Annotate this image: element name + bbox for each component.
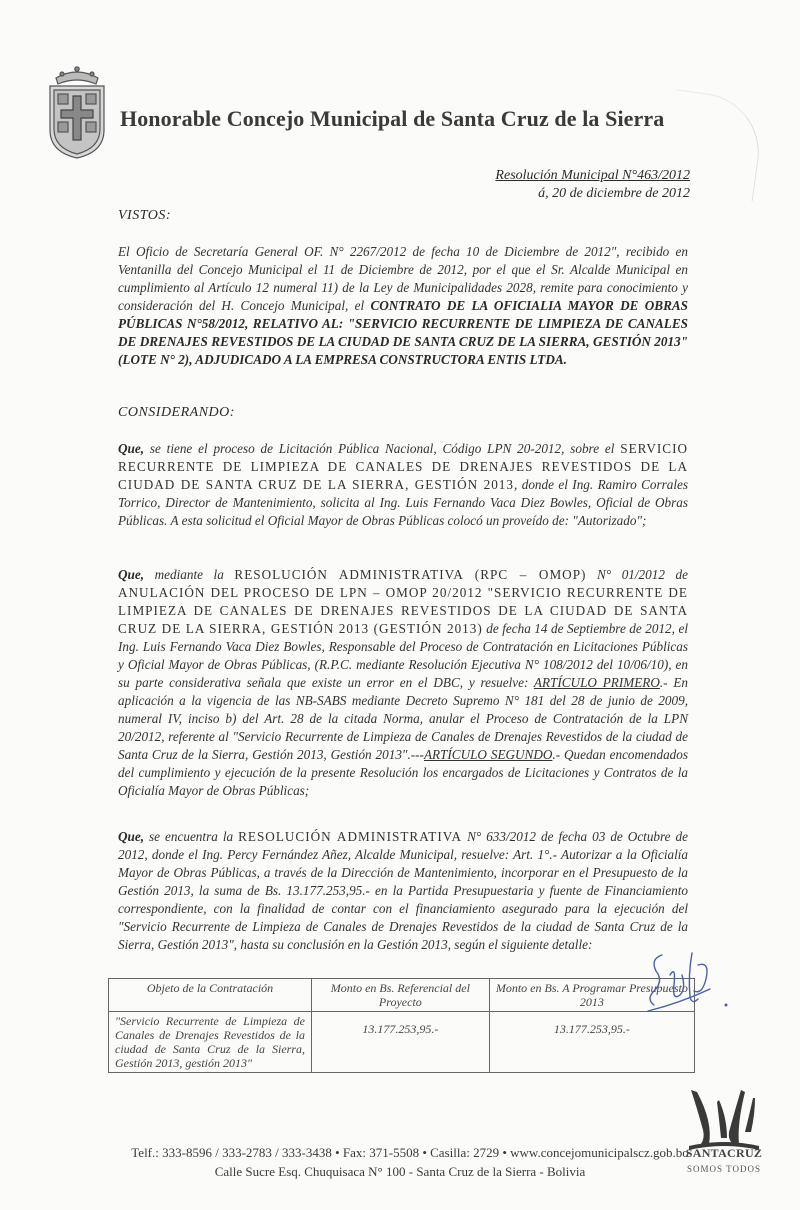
article-first: ARTÍCULO PRIMERO	[533, 675, 660, 690]
considerando-paragraph-1	[118, 440, 688, 530]
considerando-paragraph-2	[118, 566, 688, 800]
resolution-date: á, 20 de diciembre de 2012	[538, 186, 690, 201]
table-header: Monto en Bs. Referencial del Proyecto	[312, 979, 490, 1012]
para-text: de fecha 14 de Septiembre de 2012, el Ing. Luis Fernando Vaca Diez Bowles, Responsable del Proceso de Contratación en Licitaciones Públicas y Oficial Mayor de Obras Públicas, (R.P.C. mediante Resolución Ejecutiva N° 108/2012 del 10/06/10), en su parte considerativa señala que existe un error en el DBC, y resuelve:	[118, 621, 688, 690]
resolution-header	[495, 167, 690, 203]
para-text: N° 01/2012 de	[586, 567, 688, 582]
table-cell-program-amount: 13.177.253,95.-	[489, 1012, 694, 1073]
footer-contact: Telf.: 333-8596 / 333-2783 / 333-3438 • Fax: 371-5508 • Casilla: 2729 • www.concejomunicipalscz.gob.bo	[131, 1145, 689, 1160]
signature-mark	[640, 945, 735, 1025]
considerando-heading: CONSIDERANDO:	[118, 405, 235, 420]
para-text: se encuentra la	[144, 829, 239, 844]
article-second: ARTÍCULO SEGUNDO	[423, 747, 553, 762]
considerando-paragraph-3	[118, 828, 688, 954]
para-text: se tiene el proceso de Licitación Pública Nacional, Código LPN 20-2012, sobre el	[144, 441, 621, 456]
table-header: Objeto de la Contratación	[109, 979, 312, 1012]
council-title: Honorable Concejo Municipal de Santa Cruz de la Sierra	[120, 106, 665, 131]
coat-of-arms-icon	[46, 60, 108, 160]
logo-tagline: SOMOS TODOS	[687, 1164, 761, 1174]
para-text: .- Quedan encomendados del cumplimiento y ejecución de la presente Resolución los encargados de Licitaciones y Contratos de la Oficialía Mayor de Obras Públicas;	[118, 747, 688, 798]
footer	[0, 1143, 800, 1181]
footer-address: Calle Sucre Esq. Chuquisaca N° 100 - Santa Cruz de la Sierra - Bolivia	[214, 1164, 586, 1179]
para-lead: Que,	[118, 567, 145, 582]
para-service-name: SERVICIO RECURRENTE DE LIMPIEZA DE CANALES DE DRENAJES REVESTIDOS DE LA CIUDAD DE SANTA CRUZ DE LA SIERRA, GESTIÓN 2013	[118, 441, 688, 492]
vistos-paragraph	[118, 243, 688, 369]
table-cell-ref-amount: 13.177.253,95.-	[312, 1012, 490, 1073]
para-annulment-title: ANULACIÓN DEL PROCESO DE LPN – OMOP 20/2012 "SERVICIO RECURRENTE DE LIMPIEZA DE CANALES DE DRENAJES REVESTIDOS DE LA CIUDAD DE SANTA CRUZ DE LA SIERRA, GESTIÓN 2013 (GESTIÓN 2013)	[118, 585, 688, 636]
para-text: .- En aplicación a la vigencia de las NB-SABS mediante Decreto Supremo N° 181 del 28 de junio de 2009, numeral IV, inciso b) del Art. 28 de la citada Norma, anular el Proceso de Contratación de la LPN 20/2012, referente al "Servicio Recurrente de Limpieza de Canales de Drenajes Revestidos de la ciudad de Santa Cruz de la Sierra, Gestión 2013, Gestión 2013".---	[118, 675, 689, 762]
para-text: , donde el Ing. Ramiro Corrales Torrico, Director de Mantenimiento, solicita al Ing. Luis Fernando Vaca Diez Bowles, Oficial de Obras Públicas. A esta solicitud el Oficial Mayor de Obras Públicas colocó un proveído de: "Autorizado";	[118, 477, 688, 528]
resolution-number: Resolución Municipal N°463/2012	[495, 168, 690, 183]
table-row	[109, 1012, 695, 1073]
para-lead: Que,	[118, 829, 145, 844]
vistos-text: El Oficio de Secretaría General OF. N° 2267/2012 de fecha 10 de Diciembre de 2012", recibido en Ventanilla del Concejo Municipal el 11 de Diciembre de 2012, por el que el Sr. Alcalde Municipal en cumplimiento al Artículo 12 numeral 11) de la Ley de Municipalidades 2028, remite para conocimiento y consideración del H. Concejo Municipal, el	[118, 244, 688, 313]
para-text: N° 633/2012 de fecha 03 de Octubre de 2012, donde el Ing. Percy Fernández Añez, Alcalde Municipal, resuelve: Art. 1°.- Autorizar a la Oficialía Mayor de Obras Públicas, a través de la Dirección de Mantenimiento, incorporar en el Presupuesto de la Gestión 2013, la suma de Bs. 13.177.253,95.- en la Partida Presupuestaria y fuente de Financiamiento correspondiente, con la finalidad de contar con el financiamiento asegurado para la ejecución del "Servicio Recurrente de Limpieza de Canales de Drenajes Revestidos de la ciudad de Santa Cruz de la Sierra, Gestión 2013", hasta su conclusión en la Gestión 2013, según el siguiente detalle:	[118, 829, 688, 952]
vistos-heading: VISTOS:	[118, 208, 172, 223]
table-cell-object: "Servicio Recurrente de Limpieza de Canales de Drenajes Revestidos de la ciudad de Santa Cruz de la Sierra, Gestión 2013, gestión 2013"	[109, 1012, 312, 1073]
logo-text: SANTACRUZ	[685, 1146, 763, 1160]
para-lead: Que,	[118, 441, 145, 456]
para-resolution-name: RESOLUCIÓN ADMINISTRATIVA (RPC – OMOP)	[234, 567, 587, 582]
para-resolution-name: RESOLUCIÓN ADMINISTRATIVA	[238, 829, 463, 844]
para-text: mediante la	[144, 567, 235, 582]
budget-detail-table	[108, 978, 695, 1073]
table-header-row	[109, 979, 695, 1012]
table-header: Monto en Bs. A Programar Presupuesto 2013	[489, 979, 694, 1012]
vistos-contract-title: CONTRATO DE LA OFICIALIA MAYOR DE OBRAS PÚBLICAS N°58/2012, RELATIVO AL: "SERVICIO RECURRENTE DE LIMPIEZA DE CANALES DE DRENAJES REVESTIDOS DE LA CIUDAD DE SANTA CRUZ DE LA SIERRA, GESTIÓN 2013" (LOTE N° 2), ADJUDICADO A LA EMPRESA CONSTRUCTORA ENTIS LTDA.	[118, 298, 688, 367]
